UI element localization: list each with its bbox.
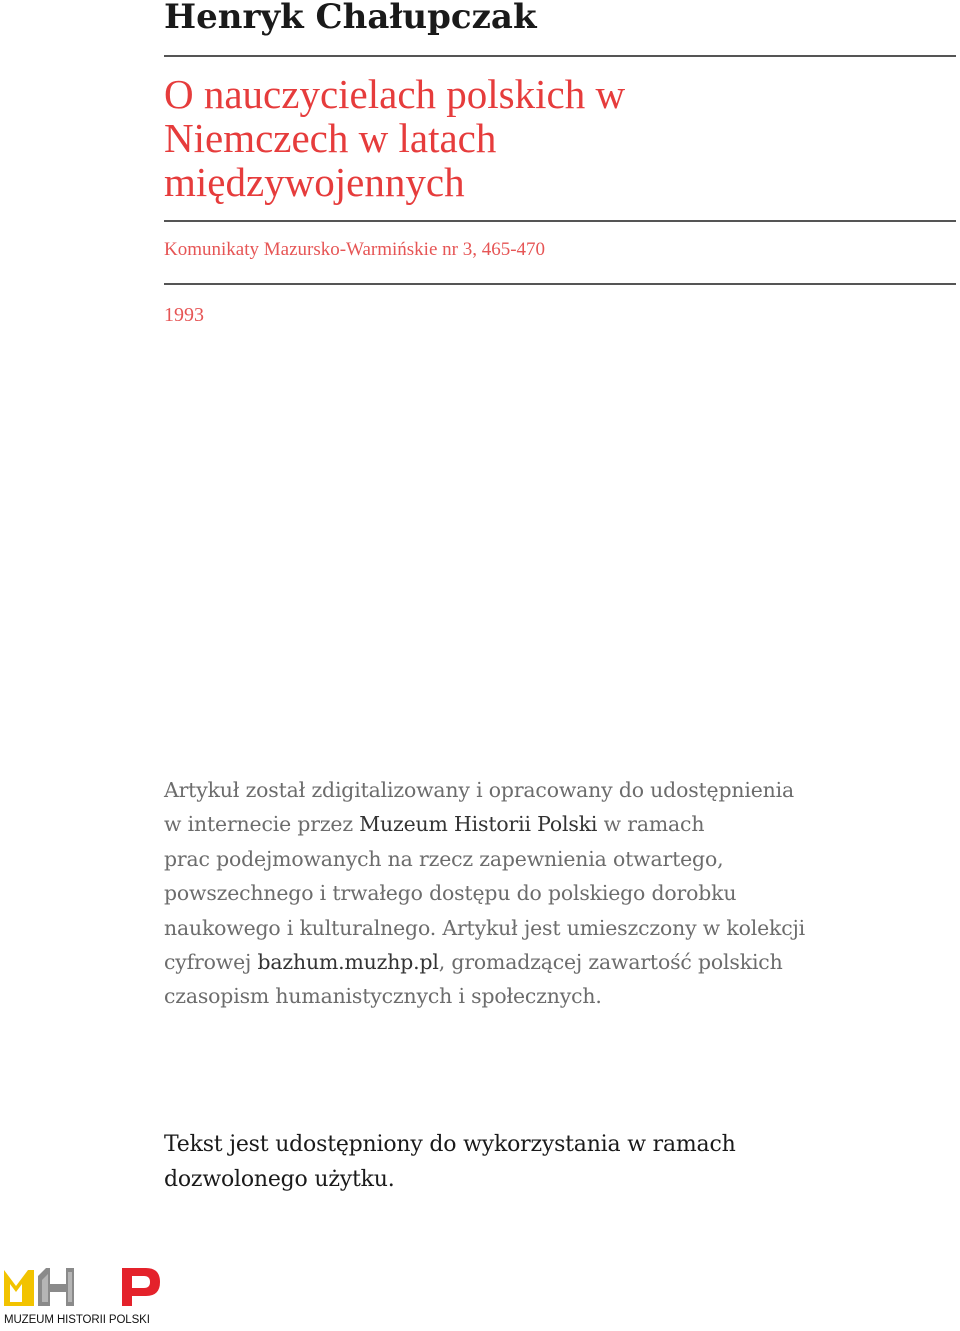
notice-text: cyfrowej — [164, 950, 258, 975]
article-title: O nauczycielach polskich w Niemczech w latach międzywojennych — [164, 71, 626, 205]
notice-line: Artykuł został zdigitalizowany i opracowany do udostępnienia — [164, 778, 794, 802]
museum-link[interactable]: Muzeum Historii Polski — [359, 812, 598, 837]
notice-text: w ramach — [597, 812, 705, 837]
publication-year: 1993 — [164, 304, 204, 326]
journal-source: Komunikaty Mazursko-Warmińskie nr 3, 465-470 — [164, 239, 546, 260]
logo-text: MUZEUM HISTORII POLSKI — [4, 1314, 150, 1326]
divider-top — [164, 55, 956, 57]
divider-middle — [164, 220, 956, 222]
notice-line — [164, 945, 944, 979]
bazhum-link[interactable]: bazhum.muzhp.pl — [257, 950, 439, 975]
museum-logo-icon — [4, 1262, 164, 1312]
notice-line: czasopism humanistycznych i społecznych. — [164, 984, 602, 1009]
author-name: Henryk Chałupczak — [164, 0, 537, 37]
digitization-notice — [164, 773, 944, 1014]
notice-line: naukowego i kulturalnego. Artykuł jest umieszczony w kolekcji — [164, 915, 806, 940]
notice-line: prac podejmowanych na rzecz zapewnienia otwartego, — [164, 846, 724, 871]
divider-bottom — [164, 283, 956, 285]
license-line: dozwolonego użytku. — [164, 1167, 395, 1192]
license-line: Tekst jest udostępniony do wykorzystania w ramach — [164, 1132, 736, 1157]
notice-text: w internecie przez — [164, 812, 360, 837]
license-notice — [164, 1127, 944, 1197]
museum-logo — [0, 1262, 170, 1331]
notice-line — [164, 807, 944, 841]
notice-text: , gromadzącej zawartość polskich — [438, 950, 783, 975]
notice-line: powszechnego i trwałego dostępu do polskiego dorobku — [164, 881, 737, 906]
logo-p-shape — [122, 1268, 160, 1306]
